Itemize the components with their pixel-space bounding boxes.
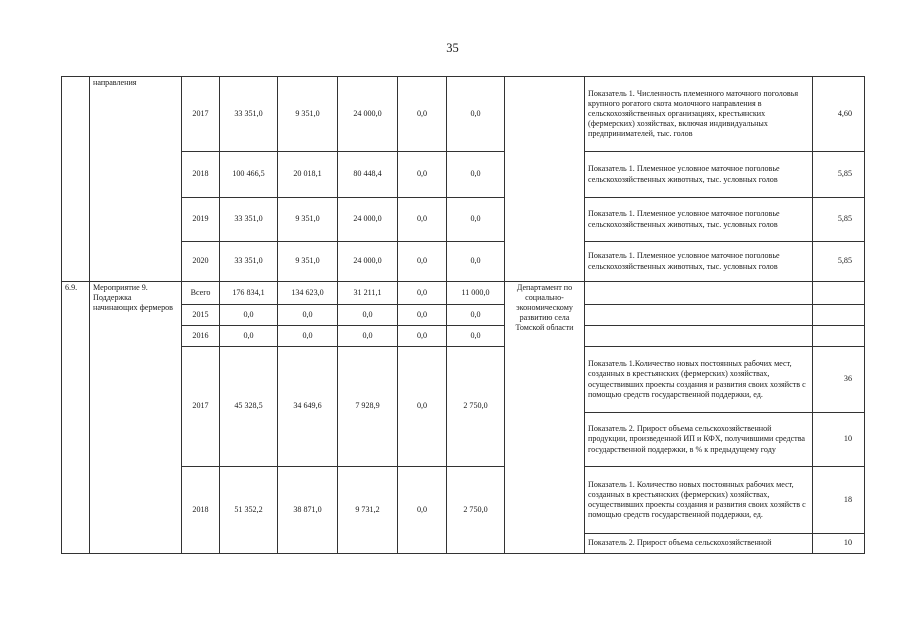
regional-cell: 24 000,0 [338, 77, 398, 152]
regional-cell: 24 000,0 [338, 198, 398, 242]
regional-cell: 31 211,1 [338, 282, 398, 305]
local-cell: 0,0 [398, 282, 447, 305]
year-cell: 2015 [182, 305, 220, 326]
indicator-value-cell: 36 [813, 347, 865, 413]
indicator-cell: Показатель 2. Прирост объема сельскохозяйственной [585, 534, 813, 554]
indicator-cell [585, 305, 813, 326]
page-number: 35 [446, 41, 459, 55]
federal-cell: 34 649,6 [278, 347, 338, 467]
total-cell: 33 351,0 [220, 198, 278, 242]
federal-cell: 0,0 [278, 326, 338, 347]
federal-cell: 9 351,0 [278, 242, 338, 282]
federal-cell: 9 351,0 [278, 198, 338, 242]
local-cell: 0,0 [398, 305, 447, 326]
local-cell: 0,0 [398, 242, 447, 282]
extrabudget-cell: 0,0 [447, 77, 505, 152]
total-cell: 33 351,0 [220, 242, 278, 282]
year-cell: 2019 [182, 198, 220, 242]
program-table [61, 76, 865, 554]
indicator-value-cell [813, 305, 865, 326]
extrabudget-cell: 2 750,0 [447, 347, 505, 467]
table-row [62, 242, 865, 282]
federal-cell: 9 351,0 [278, 77, 338, 152]
total-cell: 45 328,5 [220, 347, 278, 467]
year-cell: 2020 [182, 242, 220, 282]
indicator-cell: Показатель 1. Количество новых постоянных рабочих мест, созданных в крестьянских (фермерских) хозяйствах, осуществивших проекты создания и развития своих хозяйств с помощью средств государственной поддержки, ед. [585, 467, 813, 534]
table-row [62, 305, 865, 326]
total-cell: 51 352,2 [220, 467, 278, 554]
department-cell [505, 77, 585, 282]
regional-cell: 24 000,0 [338, 242, 398, 282]
extrabudget-cell: 0,0 [447, 152, 505, 198]
local-cell: 0,0 [398, 467, 447, 554]
year-cell: 2016 [182, 326, 220, 347]
table-row [62, 326, 865, 347]
extrabudget-cell: 11 000,0 [447, 282, 505, 305]
indicator-value-cell: 5,85 [813, 198, 865, 242]
indicator-cell: Показатель 2. Прирост объема сельскохозяйственной продукции, произведенной ИП и КФХ, получившими средства государственной поддержки, в % к предыдущему году [585, 413, 813, 467]
extrabudget-cell: 0,0 [447, 198, 505, 242]
local-cell: 0,0 [398, 326, 447, 347]
regional-cell: 0,0 [338, 305, 398, 326]
extrabudget-cell: 0,0 [447, 242, 505, 282]
table-row [62, 77, 865, 152]
extrabudget-cell: 2 750,0 [447, 467, 505, 554]
federal-cell: 134 623,0 [278, 282, 338, 305]
total-cell: 33 351,0 [220, 77, 278, 152]
measure-name-cell: направления [90, 77, 182, 282]
indicator-cell: Показатель 1. Численность племенного маточного поголовья крупного рогатого скота молочного направления в сельскохозяйственных организациях, крестьянских (фермерских) хозяйствах, включая индивидуальных предпринимателей, тыс. голов [585, 77, 813, 152]
indicator-value-cell: 18 [813, 467, 865, 534]
table-row [62, 467, 865, 534]
indicator-value-cell: 10 [813, 534, 865, 554]
local-cell: 0,0 [398, 347, 447, 467]
indicator-cell: Показатель 1.Количество новых постоянных рабочих мест, созданных в крестьянских (фермерских) хозяйствах, осуществивших проекты создания и развития своих хозяйств с помощью средств государственной поддержки, ед. [585, 347, 813, 413]
regional-cell: 80 448,4 [338, 152, 398, 198]
indicator-value-cell: 5,85 [813, 242, 865, 282]
total-cell: 0,0 [220, 326, 278, 347]
measure-number-cell [62, 77, 90, 282]
extrabudget-cell: 0,0 [447, 305, 505, 326]
table-row [62, 282, 865, 305]
indicator-cell: Показатель 1. Племенное условное маточное поголовье сельскохозяйственных животных, тыс. условных голов [585, 152, 813, 198]
extrabudget-cell: 0,0 [447, 326, 505, 347]
federal-cell: 20 018,1 [278, 152, 338, 198]
indicator-value-cell: 5,85 [813, 152, 865, 198]
local-cell: 0,0 [398, 152, 447, 198]
year-cell: 2018 [182, 467, 220, 554]
indicator-cell [585, 282, 813, 305]
total-cell: 176 834,1 [220, 282, 278, 305]
regional-cell: 0,0 [338, 326, 398, 347]
indicator-cell [585, 326, 813, 347]
indicator-value-cell [813, 326, 865, 347]
table-row [62, 198, 865, 242]
indicator-cell: Показатель 1. Племенное условное маточное поголовье сельскохозяйственных животных, тыс. условных голов [585, 198, 813, 242]
measure-name-cell: Мероприятие 9. Поддержка начинающих фермеров [90, 282, 182, 554]
indicator-cell: Показатель 1. Племенное условное маточное поголовье сельскохозяйственных животных, тыс. условных голов [585, 242, 813, 282]
regional-cell: 7 928,9 [338, 347, 398, 467]
table-row [62, 152, 865, 198]
table-row [62, 347, 865, 413]
year-cell: Всего [182, 282, 220, 305]
year-cell: 2018 [182, 152, 220, 198]
total-cell: 100 466,5 [220, 152, 278, 198]
indicator-value-cell: 10 [813, 413, 865, 467]
indicator-value-cell [813, 282, 865, 305]
department-cell: Департамент по социально-экономическому развитию села Томской области [505, 282, 585, 554]
regional-cell: 9 731,2 [338, 467, 398, 554]
federal-cell: 0,0 [278, 305, 338, 326]
federal-cell: 38 871,0 [278, 467, 338, 554]
year-cell: 2017 [182, 77, 220, 152]
local-cell: 0,0 [398, 198, 447, 242]
year-cell: 2017 [182, 347, 220, 467]
local-cell: 0,0 [398, 77, 447, 152]
measure-number-cell: 6.9. [62, 282, 90, 554]
indicator-value-cell: 4,60 [813, 77, 865, 152]
total-cell: 0,0 [220, 305, 278, 326]
